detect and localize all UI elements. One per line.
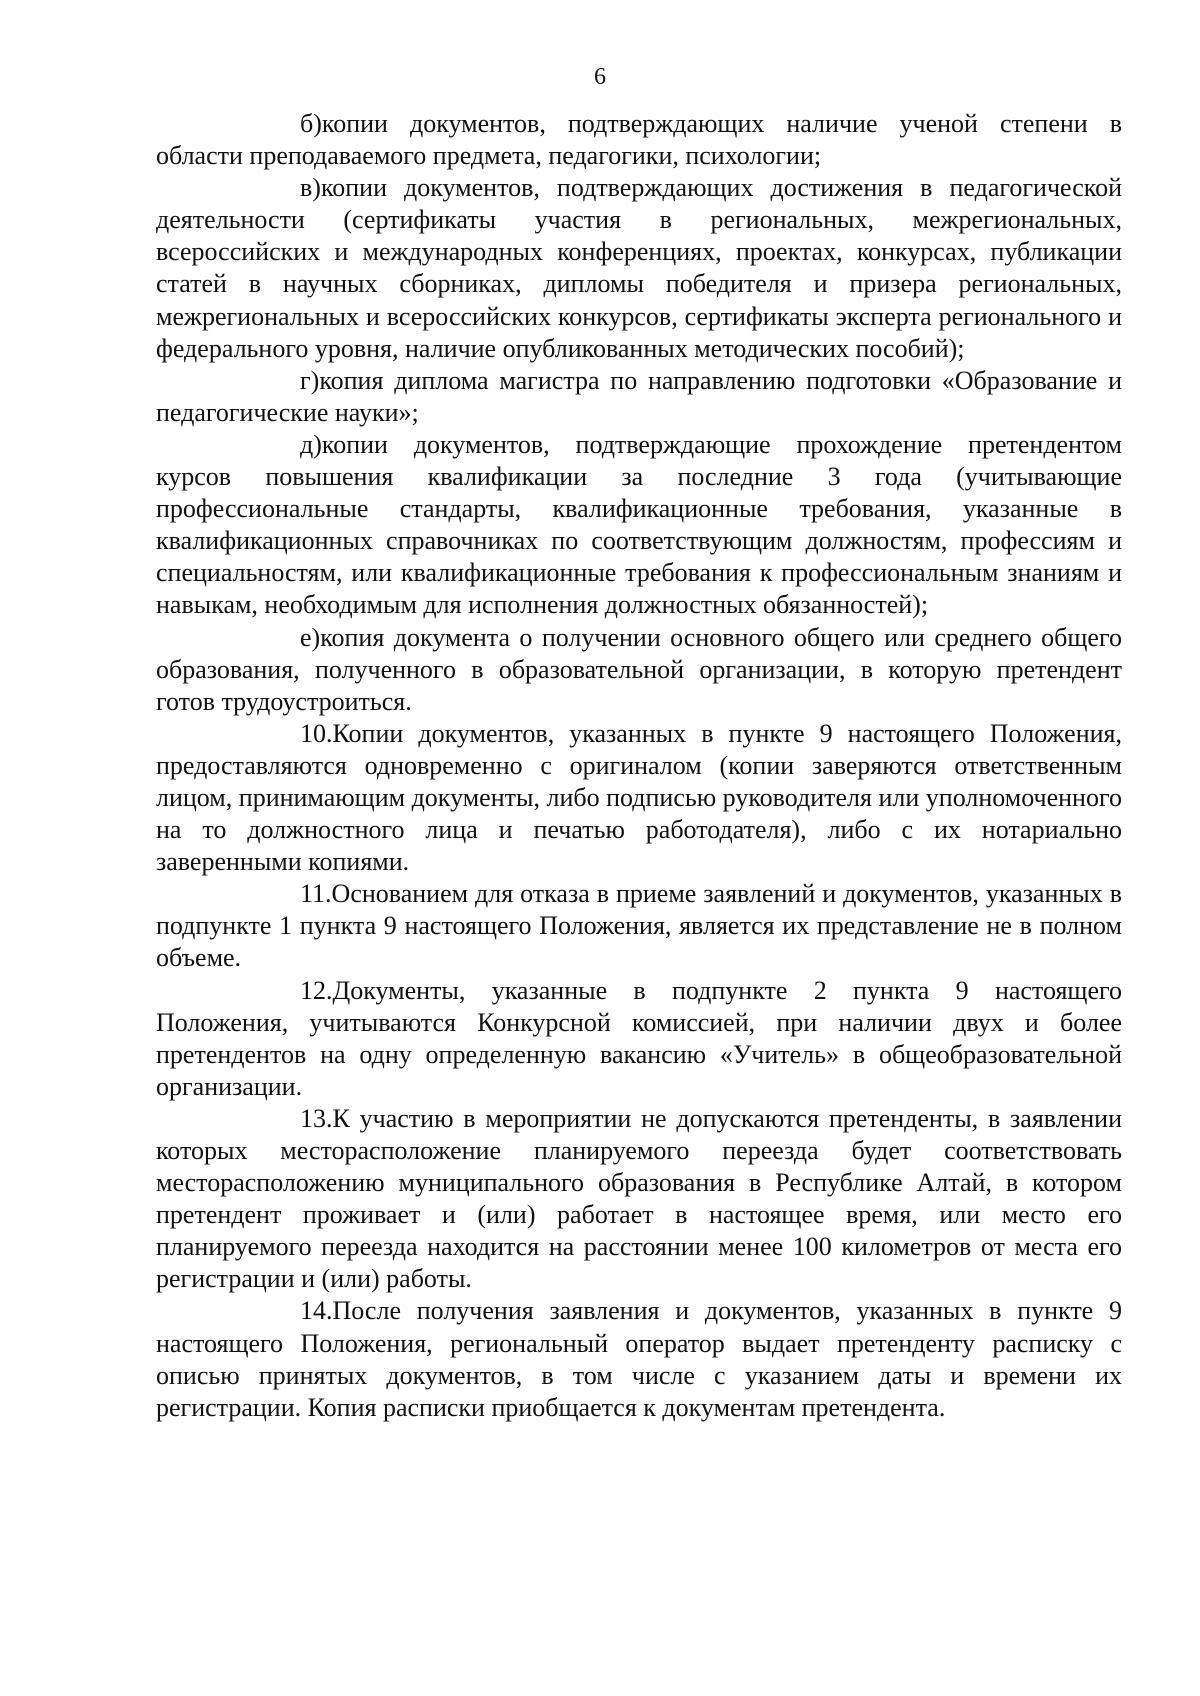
paragraph-text: копии документов, подтверждающих достижения в педагогической деятельности (сертификаты участия в региональных, межрегиональных, всероссийских и международных конференциях, проектах, конкурсах, публикации статей в научных сборниках, дипломы победителя и призера региональных, межрегиональных и всероссийских конкурсов, сертификаты эксперта регионального и федерального уровня, наличие опубликованных методических пособий); [156, 173, 1122, 363]
list-marker: е) [300, 622, 321, 652]
document-body [156, 108, 1122, 1424]
paragraph-11 [156, 878, 1122, 974]
list-marker: в) [300, 173, 321, 203]
paragraph-text: Основанием для отказа в приеме заявлений и документов, указанных в подпункте 1 пункта 9 настоящего Положения, является их представление не в полном объеме. [156, 879, 1122, 973]
paragraph-text: Документы, указанные в подпункте 2 пункта 9 настоящего Положения, учитываются Конкурсной комиссией, при наличии двух и более претендентов на одну определенную вакансию «Учитель» в общеобразовательной организации. [156, 975, 1122, 1101]
paragraph-14 [156, 1295, 1122, 1423]
clause-number: 13. [300, 1103, 333, 1133]
paragraph-text: К участию в мероприятии не допускаются претенденты, в заявлении которых месторасположение планируемого переезда будет соответствовать месторасположению муниципального образования в Республике Алтай, в котором претендент проживает и (или) работает в настоящее время, или место его планируемого переезда находится на расстоянии менее 100 километров от места его регистрации и (или) работы. [156, 1103, 1122, 1294]
paragraph-text: копия диплома магистра по направлению подготовки «Образование и педагогические науки»; [156, 365, 1122, 427]
paragraph-d [156, 429, 1122, 622]
clause-number: 11. [300, 879, 332, 909]
clause-number: 10. [300, 718, 333, 748]
clause-number: 12. [300, 975, 333, 1005]
paragraph-text: После получения заявления и документов, указанных в пункте 9 настоящего Положения, региональный оператор выдает претенденту расписку с описью принятых документов, в том числе с указанием даты и времени их регистрации. Копия расписки приобщается к документам претендента. [156, 1296, 1122, 1422]
paragraph-b [156, 108, 1122, 172]
paragraph-text: Копии документов, указанных в пункте 9 настоящего Положения, предоставляются одновременно с оригиналом (копии заверяются ответственным лицом, принимающим документы, либо подписью руководителя или уполномоченного на то должностного лица и печатью работодателя), либо с их нотариально заверенными копиями. [156, 718, 1122, 877]
paragraph-text: копии документов, подтверждающих наличие ученой степени в области преподаваемого предмета, педагогики, психологии; [156, 109, 1122, 171]
list-marker: д) [300, 429, 322, 459]
paragraph-text: копии документов, подтверждающие прохождение претендентом курсов повышения квалификации за последние 3 года (учитывающие профессиональные стандарты, квалификационные требования, указанные в квалификационных справочниках по соответствующим должностям, профессиям и специальностям, или квалификационные требования к профессиональным знаниям и навыкам, необходимым для исполнения должностных обязанностей); [156, 429, 1122, 620]
paragraph-e [156, 622, 1122, 718]
paragraph-v [156, 172, 1122, 365]
paragraph-12 [156, 975, 1122, 1103]
page-number: 6 [594, 64, 606, 90]
list-marker: г) [300, 365, 320, 395]
paragraph-text: копия документа о получении основного общего или среднего общего образования, полученного в образовательной организации, в которую претендент готов трудоустроиться. [156, 622, 1122, 716]
paragraph-10 [156, 718, 1122, 878]
clause-number: 14. [300, 1296, 333, 1326]
paragraph-13 [156, 1103, 1122, 1296]
list-marker: б) [300, 109, 322, 138]
paragraph-g [156, 365, 1122, 429]
